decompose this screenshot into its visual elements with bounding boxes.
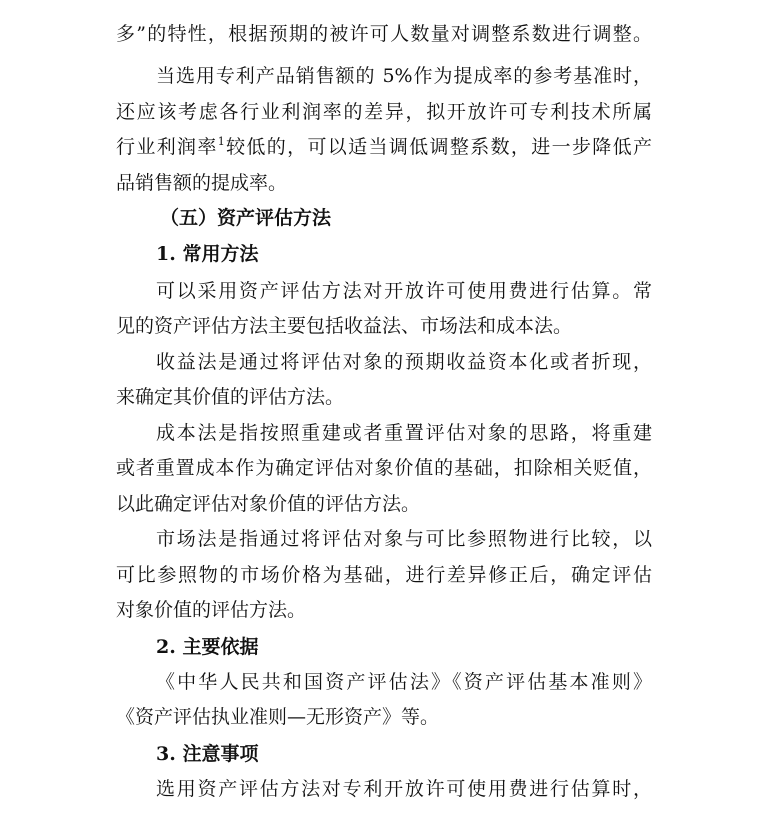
paragraph-line: 市场法是指通过将评估对象与可比参照物进行比较，以 xyxy=(156,528,652,550)
text-run: 行业利润率 xyxy=(116,136,218,158)
paragraph-line xyxy=(116,135,652,159)
subsection-heading: 1. 常用方法 xyxy=(156,243,259,265)
paragraph-line: 选用资产评估方法对专利开放许可使用费进行估算时， xyxy=(156,778,652,800)
paragraph-line: 当选用专利产品销售额的 5%作为提成率的参考基准时， xyxy=(156,65,652,87)
footnote-marker: 1 xyxy=(217,135,225,148)
paragraph-line: 还应该考虑各行业利润率的差异，拟开放许可专利技术所属 xyxy=(116,101,652,123)
paragraph-line: 见的资产评估方法主要包括收益法、市场法和成本法。 xyxy=(116,315,573,337)
paragraph-line: 收益法是通过将评估对象的预期收益资本化或者折现， xyxy=(156,351,652,373)
paragraph-line: 来确定其价值的评估方法。 xyxy=(116,386,345,408)
paragraph-line: 品销售额的提成率。 xyxy=(116,172,288,194)
paragraph-line: 可比参照物的市场价格为基础，进行差异修正后，确定评估 xyxy=(116,564,652,586)
paragraph-line: 成本法是指按照重建或者重置评估对象的思路，将重建 xyxy=(156,422,652,444)
paragraph-line: 《中华人民共和国资产评估法》《资产评估基本准则》 xyxy=(156,671,652,693)
paragraph-line: 对象价值的评估方法。 xyxy=(116,599,307,621)
paragraph-line: 《资产评估执业准则—无形资产》等。 xyxy=(116,706,440,728)
text-run: 较低的，可以适当调低调整系数，进一步降低产 xyxy=(224,136,652,158)
paragraph-line: 或者重置成本作为确定评估对象价值的基础，扣除相关贬值， xyxy=(116,457,652,479)
paragraph-line: 可以采用资产评估方法对开放许可使用费进行估算。常 xyxy=(156,280,652,302)
paragraph-line: 以此确定评估对象价值的评估方法。 xyxy=(116,493,421,515)
section-heading: （五）资产评估方法 xyxy=(160,207,332,229)
subsection-heading: 3. 注意事项 xyxy=(156,743,259,765)
paragraph-line: 多”的特性，根据预期的被许可人数量对调整系数进行调整。 xyxy=(116,23,652,45)
subsection-heading: 2. 主要依据 xyxy=(156,636,259,658)
